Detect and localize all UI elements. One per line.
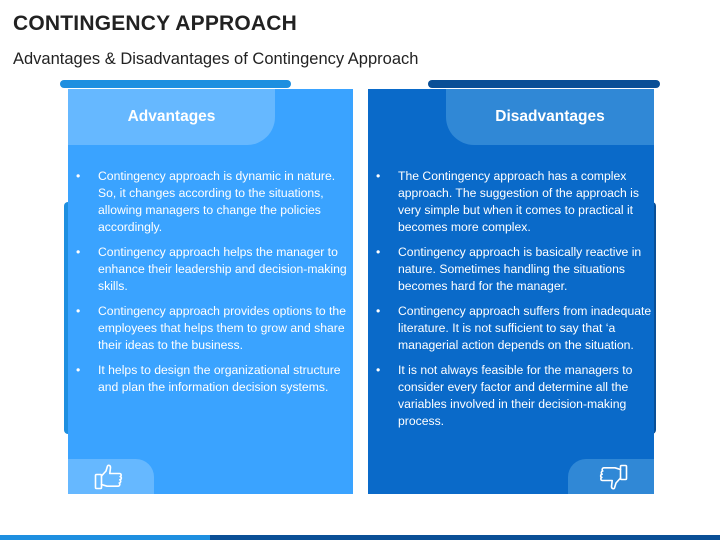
advantage-item: • Contingency approach provides options to the employees that helps them to grow and share their ideas to the business. — [75, 303, 350, 354]
page-title: CONTINGENCY APPROACH — [13, 12, 298, 35]
thumbs-down-icon — [598, 464, 628, 490]
advantages-card — [68, 89, 353, 494]
disadvantages-top-accent — [428, 80, 660, 88]
advantages-top-accent — [60, 80, 291, 88]
page-subtitle: Advantages & Disadvantages of Contingency Approach — [13, 50, 419, 68]
disadvantages-heading: Disadvantages — [446, 89, 654, 145]
disadvantage-item: • Contingency approach suffers from inadequate literature. It is not sufficient to say that ‘a managerial action depends on the situation. — [375, 303, 652, 354]
advantages-heading: Advantages — [68, 89, 275, 145]
disadvantage-item: • The Contingency approach has a complex approach. The suggestion of the approach is very simple but when it comes to practical it becomes more complex. — [375, 168, 652, 236]
disadvantage-item: • Contingency approach is basically reactive in nature. Sometimes handling the situations becomes hard for the manager. — [375, 244, 652, 295]
disadvantages-list — [375, 168, 652, 438]
disadvantage-item: • It is not always feasible for the managers to consider every factor and determine all the variables involved in their decision-making process. — [375, 362, 652, 430]
advantages-list — [75, 168, 350, 404]
advantage-item: • Contingency approach helps the manager to enhance their leadership and decision-making skills. — [75, 244, 350, 295]
disadvantages-icon-tab — [568, 459, 654, 494]
disadvantages-card — [368, 89, 654, 494]
footer-band — [0, 535, 720, 540]
thumbs-up-icon — [94, 464, 124, 490]
advantage-item: • It helps to design the organizational structure and plan the information decision systems. — [75, 362, 350, 396]
advantages-icon-tab — [68, 459, 154, 494]
advantage-item: • Contingency approach is dynamic in nature. So, it changes according to the situations, allowing managers to change the policies accordingly. — [75, 168, 350, 236]
